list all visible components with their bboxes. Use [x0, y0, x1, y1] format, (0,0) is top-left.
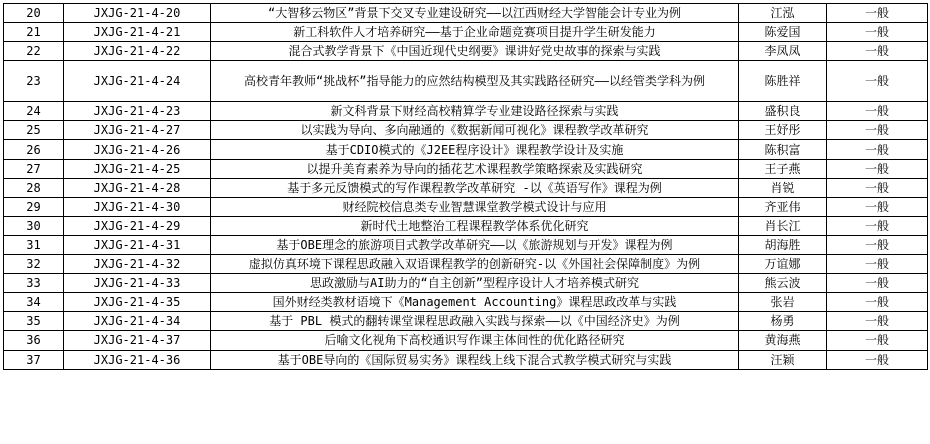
table-row	[4, 216, 928, 235]
project-code-cell: JXJG-21-4-33	[64, 274, 211, 293]
project-leader-cell: 胡海胜	[739, 235, 827, 254]
project-code-cell: JXJG-21-4-26	[64, 140, 211, 159]
project-code-cell: JXJG-21-4-21	[64, 23, 211, 42]
serial-number-cell: 21	[4, 23, 64, 42]
project-leader-cell: 王子燕	[739, 159, 827, 178]
project-title-cell: 新工科软件人才培养研究——基于企业命题竞赛项目提升学生研发能力	[211, 23, 739, 42]
project-level-cell: 一般	[827, 178, 928, 197]
project-title-cell: 思政激励与AI助力的“自主创新”型程序设计人才培养模式研究	[211, 274, 739, 293]
project-code-cell: JXJG-21-4-32	[64, 255, 211, 274]
project-code-cell: JXJG-21-4-31	[64, 235, 211, 254]
project-title-cell: 以实践为导向、多向融通的《数据新闻可视化》课程教学改革研究	[211, 121, 739, 140]
project-code-cell: JXJG-21-4-36	[64, 350, 211, 369]
serial-number-cell: 29	[4, 197, 64, 216]
project-title-cell: 基于多元反馈模式的写作课程教学改革研究 -以《英语写作》课程为例	[211, 178, 739, 197]
serial-number-cell: 24	[4, 102, 64, 121]
project-level-cell: 一般	[827, 102, 928, 121]
project-level-cell: 一般	[827, 23, 928, 42]
project-leader-cell: 万谊娜	[739, 255, 827, 274]
project-leader-cell: 陈积富	[739, 140, 827, 159]
serial-number-cell: 35	[4, 312, 64, 331]
project-leader-cell: 盛积良	[739, 102, 827, 121]
project-level-cell: 一般	[827, 312, 928, 331]
table-row	[4, 178, 928, 197]
project-title-cell: “大智移云物区”背景下交叉专业建设研究——以江西财经大学智能会计专业为例	[211, 4, 739, 23]
project-title-cell: 高校青年教师“挑战杯”指导能力的应然结构模型及其实践路径研究——以经管类学科为例	[211, 61, 739, 102]
table-row	[4, 61, 928, 102]
serial-number-cell: 31	[4, 235, 64, 254]
project-code-cell: JXJG-21-4-25	[64, 159, 211, 178]
project-code-cell: JXJG-21-4-27	[64, 121, 211, 140]
project-leader-cell: 齐亚伟	[739, 197, 827, 216]
project-level-cell: 一般	[827, 42, 928, 61]
project-level-cell: 一般	[827, 293, 928, 312]
project-title-cell: 以提升美育素养为导向的插花艺术课程教学策略探索及实践研究	[211, 159, 739, 178]
table-row	[4, 312, 928, 331]
table-row	[4, 42, 928, 61]
project-code-cell: JXJG-21-4-24	[64, 61, 211, 102]
project-level-cell: 一般	[827, 197, 928, 216]
project-leader-cell: 杨勇	[739, 312, 827, 331]
project-level-cell: 一般	[827, 140, 928, 159]
table-row	[4, 255, 928, 274]
project-leader-cell: 黄海燕	[739, 331, 827, 350]
project-title-cell: 基于OBE理念的旅游项目式教学改革研究——以《旅游规划与开发》课程为例	[211, 235, 739, 254]
project-level-cell: 一般	[827, 61, 928, 102]
project-leader-cell: 肖长江	[739, 216, 827, 235]
project-level-cell: 一般	[827, 274, 928, 293]
project-code-cell: JXJG-21-4-34	[64, 312, 211, 331]
table-row	[4, 235, 928, 254]
serial-number-cell: 22	[4, 42, 64, 61]
project-code-cell: JXJG-21-4-29	[64, 216, 211, 235]
serial-number-cell: 27	[4, 159, 64, 178]
project-level-cell: 一般	[827, 235, 928, 254]
serial-number-cell: 34	[4, 293, 64, 312]
table-row	[4, 293, 928, 312]
project-code-cell: JXJG-21-4-37	[64, 331, 211, 350]
project-title-cell: 财经院校信息类专业智慧课堂教学模式设计与应用	[211, 197, 739, 216]
project-leader-cell: 汪颖	[739, 350, 827, 369]
serial-number-cell: 20	[4, 4, 64, 23]
project-code-cell: JXJG-21-4-35	[64, 293, 211, 312]
project-list-table	[3, 3, 928, 370]
serial-number-cell: 36	[4, 331, 64, 350]
project-title-cell: 基于OBE导向的《国际贸易实务》课程线上线下混合式教学模式研究与实践	[211, 350, 739, 369]
project-title-cell: 混合式教学背景下《中国近现代史纲要》课讲好党史故事的探索与实践	[211, 42, 739, 61]
table-row	[4, 102, 928, 121]
project-leader-cell: 张岩	[739, 293, 827, 312]
serial-number-cell: 37	[4, 350, 64, 369]
serial-number-cell: 25	[4, 121, 64, 140]
project-title-cell: 后喻文化视角下高校通识写作课主体间性的优化路径研究	[211, 331, 739, 350]
table-row	[4, 331, 928, 350]
project-level-cell: 一般	[827, 121, 928, 140]
project-code-cell: JXJG-21-4-30	[64, 197, 211, 216]
project-leader-cell: 肖锐	[739, 178, 827, 197]
project-leader-cell: 李凤凤	[739, 42, 827, 61]
project-level-cell: 一般	[827, 331, 928, 350]
project-title-cell: 基于 PBL 模式的翻转课堂课程思政融入实践与探索——以《中国经济史》为例	[211, 312, 739, 331]
table-row	[4, 140, 928, 159]
project-level-cell: 一般	[827, 4, 928, 23]
serial-number-cell: 26	[4, 140, 64, 159]
project-level-cell: 一般	[827, 350, 928, 369]
serial-number-cell: 23	[4, 61, 64, 102]
project-code-cell: JXJG-21-4-23	[64, 102, 211, 121]
project-code-cell: JXJG-21-4-28	[64, 178, 211, 197]
project-leader-cell: 熊云波	[739, 274, 827, 293]
project-level-cell: 一般	[827, 159, 928, 178]
project-title-cell: 新文科背景下财经高校精算学专业建设路径探索与实践	[211, 102, 739, 121]
table-row	[4, 121, 928, 140]
serial-number-cell: 30	[4, 216, 64, 235]
table-row	[4, 197, 928, 216]
table-row	[4, 23, 928, 42]
serial-number-cell: 33	[4, 274, 64, 293]
project-leader-cell: 陈爱国	[739, 23, 827, 42]
project-leader-cell: 王妤彤	[739, 121, 827, 140]
table-body	[4, 4, 928, 370]
project-code-cell: JXJG-21-4-22	[64, 42, 211, 61]
project-title-cell: 虚拟仿真环境下课程思政融入双语课程教学的创新研究-以《外国社会保障制度》为例	[211, 255, 739, 274]
project-level-cell: 一般	[827, 255, 928, 274]
table-row	[4, 4, 928, 23]
table-row	[4, 159, 928, 178]
table-row	[4, 274, 928, 293]
serial-number-cell: 28	[4, 178, 64, 197]
project-title-cell: 基于CDIO模式的《J2EE程序设计》课程教学设计及实施	[211, 140, 739, 159]
table-row	[4, 350, 928, 369]
project-leader-cell: 江泓	[739, 4, 827, 23]
project-code-cell: JXJG-21-4-20	[64, 4, 211, 23]
project-title-cell: 国外财经类教材语境下《Management Accounting》课程思政改革与实践	[211, 293, 739, 312]
project-title-cell: 新时代土地整治工程课程教学体系优化研究	[211, 216, 739, 235]
project-level-cell: 一般	[827, 216, 928, 235]
serial-number-cell: 32	[4, 255, 64, 274]
project-leader-cell: 陈胜祥	[739, 61, 827, 102]
